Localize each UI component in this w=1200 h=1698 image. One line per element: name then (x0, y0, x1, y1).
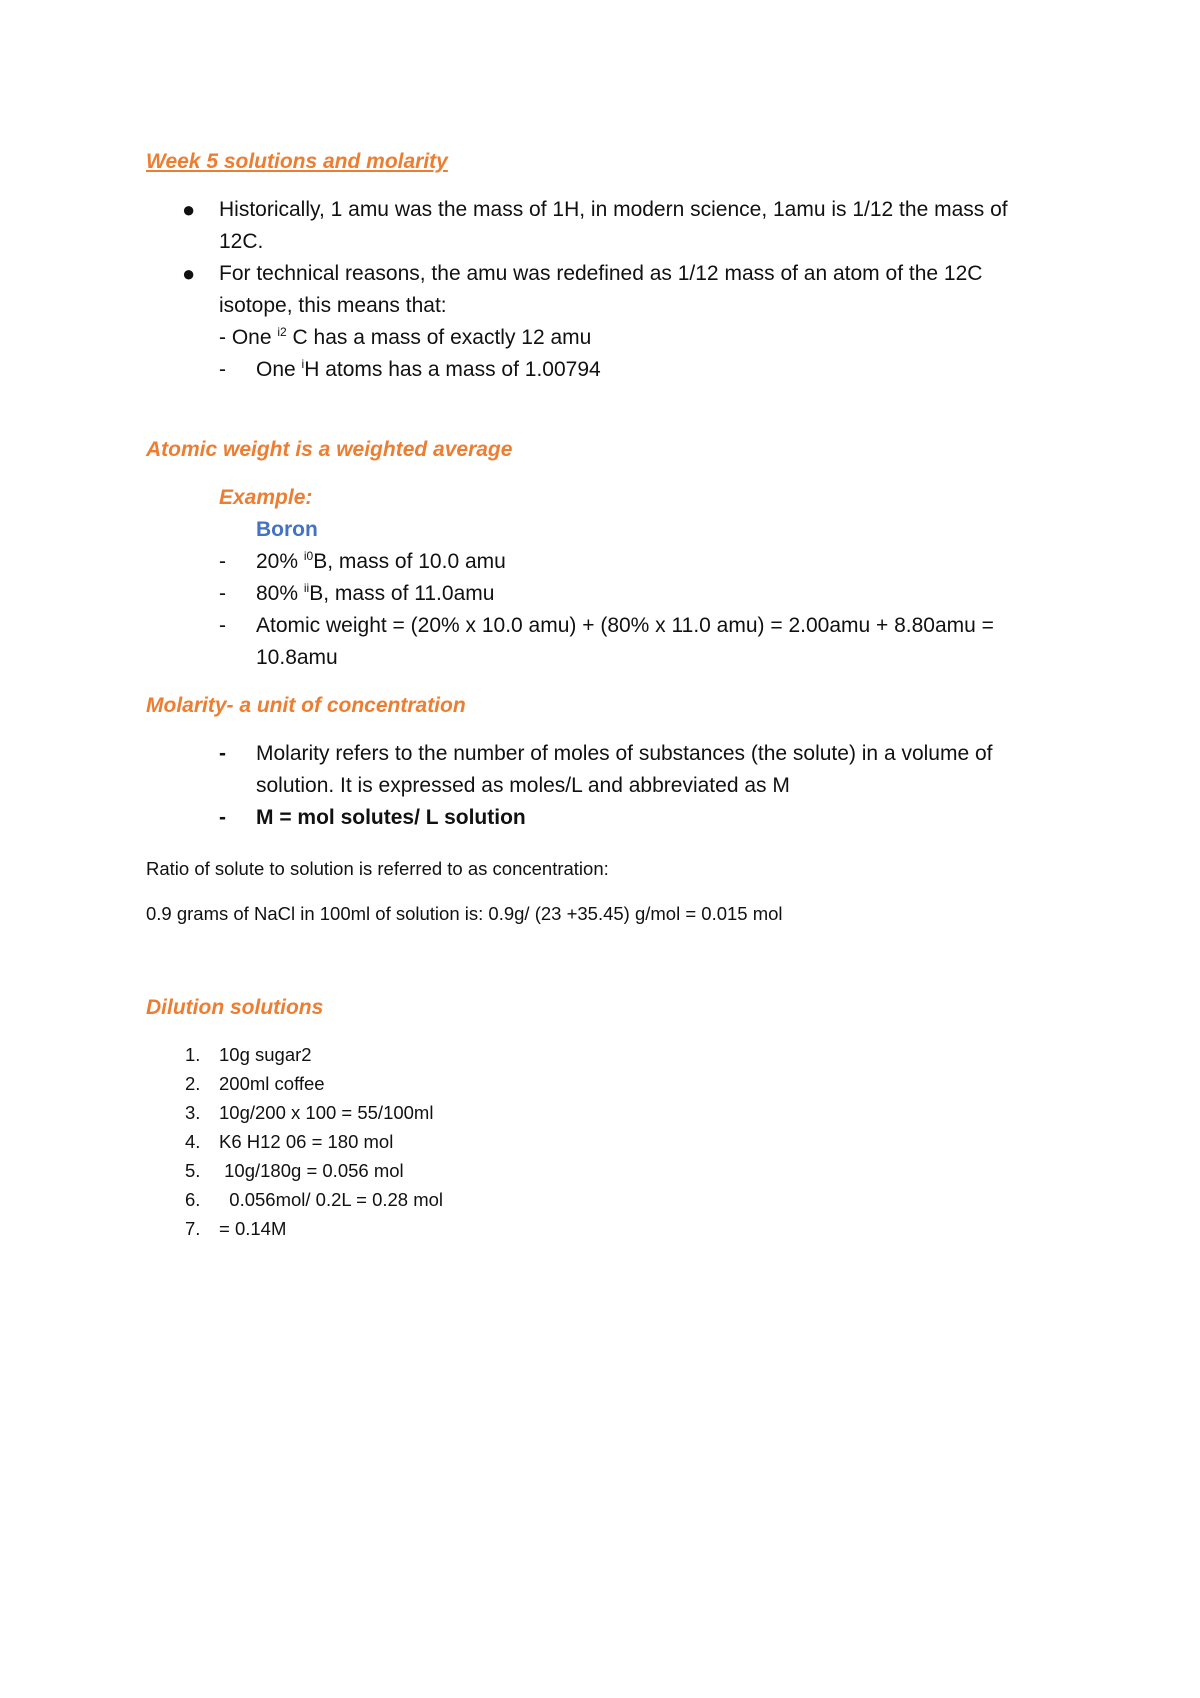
element-boron: Boron (256, 518, 318, 541)
ratio-text: Ratio of solute to solution is referred to as concentration: (146, 858, 609, 879)
list-number: 2. (185, 1073, 201, 1094)
list-number: 1. (185, 1044, 201, 1065)
sub-item-carbon (219, 327, 591, 348)
sub-prefix: One (256, 358, 302, 381)
sub-rest: H atoms has a mass of 1.00794 (304, 358, 601, 381)
molarity-definition-line1: Molarity refers to the number of moles of substances (the solute) in a volume of (256, 742, 993, 765)
list-number: 7. (185, 1218, 201, 1239)
molarity-definition-line2: solution. It is expressed as moles/L and abbreviated as M (256, 774, 790, 797)
section-title-week5: Week 5 solutions and molarity (146, 150, 448, 173)
dash-marker: - (219, 742, 226, 765)
molarity-formula: M = mol solutes/ L solution (256, 806, 526, 829)
list-item: 200ml coffee (219, 1073, 325, 1094)
list-item: = 0.14M (219, 1218, 287, 1239)
sub-item-hydrogen (256, 359, 601, 380)
dash-marker: - (219, 806, 226, 829)
bullet2-line1: For technical reasons, the amu was redefined as 1/12 mass of an atom of the 12C (219, 262, 983, 285)
list-number: 3. (185, 1102, 201, 1123)
item-rest: B, mass of 11.0amu (309, 582, 495, 605)
dash-marker: - (219, 358, 226, 381)
section-title-molarity: Molarity- a unit of concentration (146, 694, 466, 717)
sub-rest: C has a mass of exactly 12 amu (286, 326, 592, 349)
item-prefix: 80% (256, 582, 304, 605)
example-label: Example: (219, 486, 313, 509)
sub-prefix: - One (219, 326, 278, 349)
atomic-weight-calc-line1: Atomic weight = (20% x 10.0 amu) + (80% x 11.0 amu) = 2.00amu + 8.80amu = (256, 614, 994, 637)
isotope-superscript: i (301, 357, 305, 371)
bullet1-line1: Historically, 1 amu was the mass of 1H, in modern science, 1amu is 1/12 the mass of (219, 198, 1008, 221)
dash-marker: - (219, 582, 226, 605)
list-item: K6 H12 06 = 180 mol (219, 1131, 394, 1152)
item-rest: B, mass of 10.0 amu (313, 550, 506, 573)
isotope-superscript: i0 (303, 549, 314, 563)
section-title-dilution: Dilution solutions (146, 996, 324, 1019)
list-item: 10g/200 x 100 = 55/100ml (219, 1102, 434, 1123)
list-item: 0.056mol/ 0.2L = 0.28 mol (219, 1189, 444, 1210)
list-number: 5. (185, 1160, 201, 1181)
list-number: 6. (185, 1189, 201, 1210)
list-number: 4. (185, 1131, 201, 1152)
dash-marker: - (219, 614, 226, 637)
section-title-atomic-weight: Atomic weight is a weighted average (146, 438, 513, 461)
bullet-icon: ● (182, 197, 196, 222)
boron-isotope-11 (256, 583, 494, 604)
nacl-example: 0.9 grams of NaCl in 100ml of solution is: 0.9g/ (23 +35.45) g/mol = 0.015 mol (146, 903, 783, 924)
list-item: 10g/180g = 0.056 mol (219, 1160, 404, 1181)
boron-isotope-10 (256, 551, 506, 572)
dash-marker: - (219, 550, 226, 573)
isotope-superscript: i2 (277, 325, 287, 339)
bullet-icon: ● (182, 261, 196, 286)
bullet1-line2: 12C. (219, 230, 264, 253)
item-prefix: 20% (256, 550, 304, 573)
isotope-superscript: ii (303, 581, 310, 595)
atomic-weight-calc-line2: 10.8amu (256, 646, 338, 669)
bullet2-line2: isotope, this means that: (219, 294, 447, 317)
list-item: 10g sugar2 (219, 1044, 312, 1065)
